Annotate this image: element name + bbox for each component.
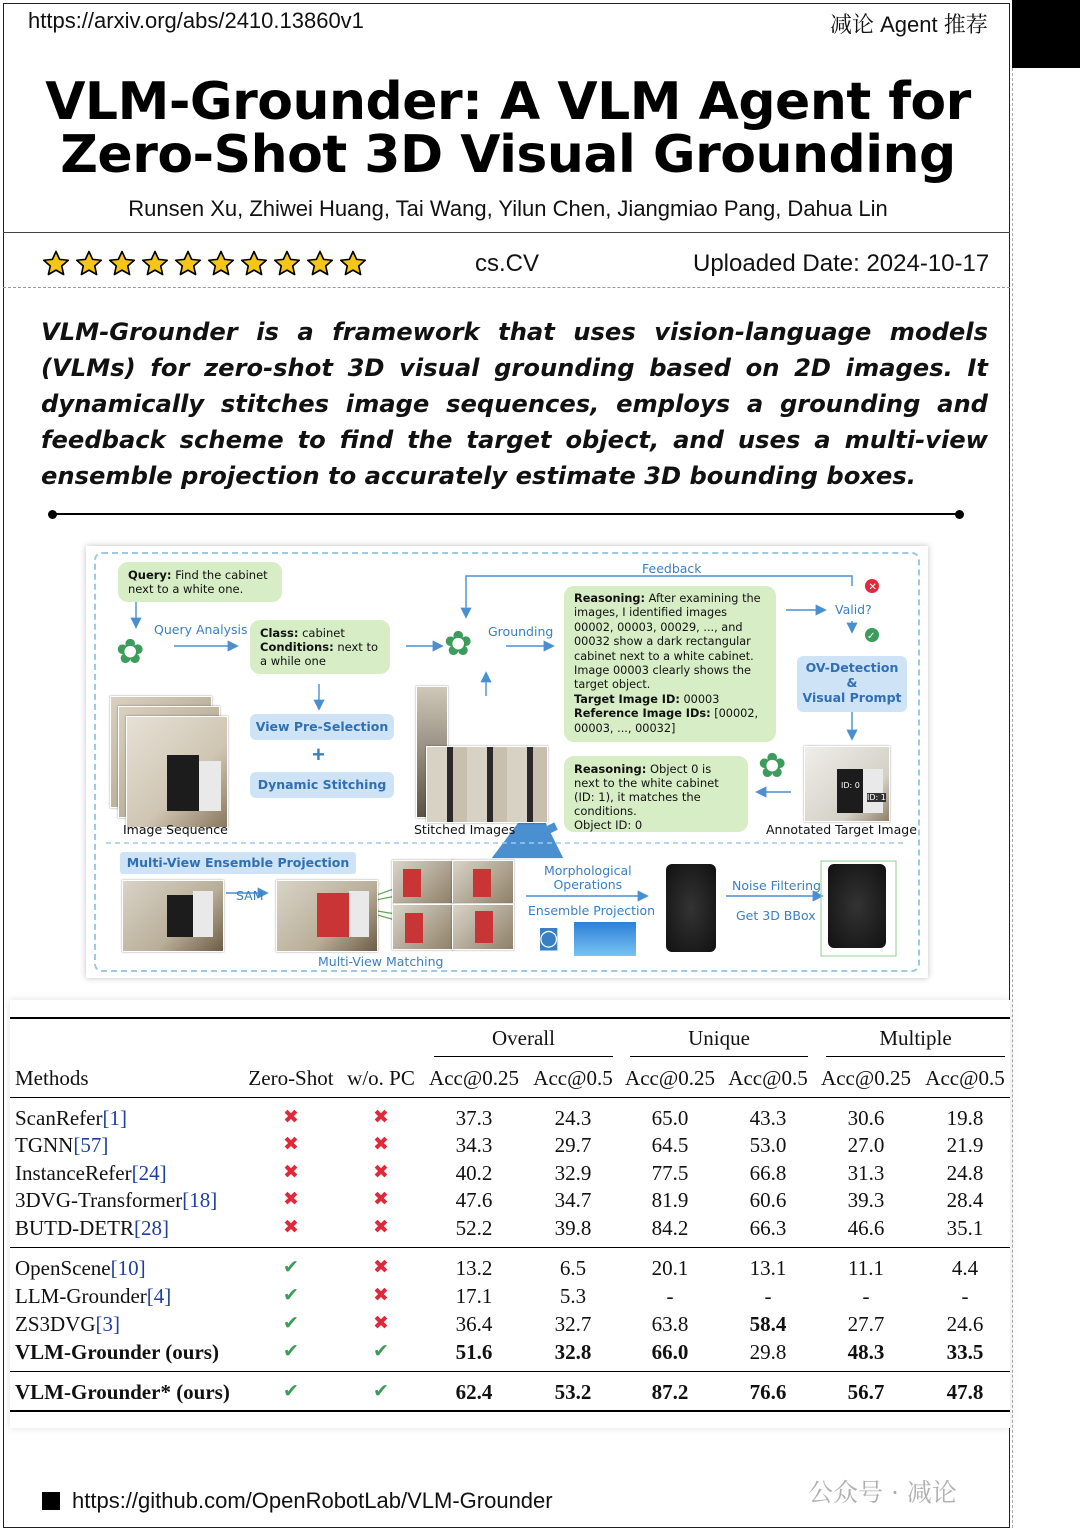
separator [52, 513, 960, 515]
table-cell: 37.3 [455, 1106, 493, 1130]
table-cell: 29.8 [749, 1340, 787, 1364]
image-sequence-caption: Image Sequence [123, 822, 228, 837]
table-group-rule [10, 1371, 1010, 1372]
table-cell: 46.6 [847, 1216, 885, 1240]
class-bubble: Class: cabinet Conditions: next to a while one [250, 620, 390, 674]
matched-view [392, 860, 454, 904]
table-cell: 17.1 [455, 1284, 493, 1308]
star-icon [304, 249, 336, 279]
black-cabinet [167, 755, 199, 811]
noise-filtering-label: Noise Filtering [732, 878, 821, 893]
table-cell: 11.1 [848, 1256, 884, 1280]
matched-view [452, 860, 514, 904]
check-icon: ✔ [373, 1340, 389, 1362]
method-name: ScanRefer[1] [15, 1106, 127, 1130]
annotated-target-caption: Annotated Target Image [766, 822, 917, 837]
svg-text:✕: ✕ [868, 582, 877, 593]
table-cell: 4.4 [951, 1256, 979, 1280]
star-icon [40, 249, 72, 279]
white-cabinet [863, 769, 883, 813]
star-icon [271, 249, 303, 279]
summary: VLM-Grounder is a framework that uses vision-language models (VLMs) for zero-shot 3D visual grounding based on 2D images. It dynamically stitches image sequences, employs a grounding and feedback scheme to find the target object, and uses a multi-view ensemble projection to accurately estimate 3D bounding boxes. [41, 318, 988, 490]
sam-input-image [122, 880, 224, 952]
masked-cabinet [405, 913, 423, 943]
table-cell: 81.9 [651, 1188, 689, 1212]
table-cell: 28.4 [946, 1188, 984, 1212]
table-cell: 27.0 [847, 1133, 885, 1157]
table-cell: 19.8 [946, 1106, 984, 1130]
recommender-label: 减论 Agent 推荐 [830, 12, 988, 37]
method-name: OpenScene[10] [15, 1256, 146, 1280]
star-icon [106, 249, 138, 279]
table-cell: 63.8 [651, 1312, 689, 1336]
table-cell: 65.0 [651, 1106, 689, 1130]
star-icon [73, 249, 105, 279]
query-analysis-label: Query Analysis [154, 622, 248, 637]
category: cs.CV [475, 250, 540, 277]
sam-mask-image [276, 880, 378, 952]
feedback-label: Feedback [642, 561, 702, 576]
cross-icon: ✖ [373, 1161, 389, 1183]
table-cell: 66.0 [651, 1340, 689, 1364]
stitched-images-caption: Stitched Images [414, 822, 516, 837]
table-cell: 51.6 [455, 1340, 493, 1364]
table-bottom-rule [10, 1410, 1010, 1412]
table-cell: 43.3 [749, 1106, 787, 1130]
masked-cabinet [403, 869, 421, 897]
id1-tag: ID: 1 [867, 793, 886, 802]
cross-icon: ✖ [373, 1216, 389, 1238]
authors: Runsen Xu, Zhiwei Huang, Tai Wang, Yilun Chen, Jiangmiao Pang, Dahua Lin [128, 196, 888, 221]
group-header: Overall [492, 1026, 555, 1050]
group-underline [434, 1056, 613, 1057]
column-header: Acc@0.25 [821, 1066, 911, 1090]
table-cell: 31.3 [847, 1161, 885, 1185]
table-cell: - [764, 1284, 772, 1308]
column-header: Acc@0.25 [429, 1066, 519, 1090]
cross-icon: ✖ [283, 1106, 299, 1128]
github-link[interactable] [42, 1488, 553, 1514]
table-cell: 66.8 [749, 1161, 787, 1185]
table-cell: 60.6 [749, 1188, 787, 1212]
cross-icon: ✖ [373, 1284, 389, 1306]
column-header: Acc@0.25 [625, 1066, 715, 1090]
table-cell: 58.4 [749, 1312, 787, 1336]
dynamic-stitching-box: Dynamic Stitching [250, 772, 394, 798]
table-cell: 32.9 [554, 1161, 592, 1185]
table-cell: 39.8 [554, 1216, 592, 1240]
github-url[interactable]: https://github.com/OpenRobotLab/VLM-Grounder [72, 1488, 553, 1513]
cross-icon: ✖ [283, 1133, 299, 1155]
table-cell: - [666, 1284, 674, 1308]
table-cell: 52.2 [455, 1216, 493, 1240]
method-figure [86, 546, 928, 978]
cross-icon: ✖ [283, 1216, 299, 1238]
separator-dot [48, 510, 57, 519]
filtered-point-cloud [828, 864, 886, 948]
column-header: Zero-Shot [248, 1066, 334, 1090]
mvep-label: Multi-View Ensemble Projection [120, 852, 356, 874]
point-cloud [666, 864, 716, 952]
black-cabinet [167, 895, 193, 937]
table-cell: 24.8 [946, 1161, 984, 1185]
depth-map [574, 922, 636, 956]
cross-icon: ✖ [373, 1106, 389, 1128]
valid-label: Valid? [835, 602, 872, 617]
table-cell: 77.5 [651, 1161, 689, 1185]
watermark: 公众号 · 减论 [808, 1478, 957, 1507]
method-name: TGNN[57] [15, 1133, 109, 1157]
table-cell: 20.1 [651, 1256, 689, 1280]
view-preselection-box: View Pre-Selection [250, 714, 394, 740]
table-cell: 53.0 [749, 1133, 787, 1157]
grounding-label: Grounding [488, 624, 554, 639]
column-header: Acc@0.5 [533, 1066, 613, 1090]
table-cell: 40.2 [455, 1161, 493, 1185]
bullet-square [42, 1492, 60, 1510]
table-cell: 32.8 [554, 1340, 592, 1364]
check-icon: ✔ [283, 1380, 299, 1402]
black-cabinet [837, 769, 863, 813]
method-name: BUTD-DETR[28] [15, 1216, 169, 1240]
gpt-icon: ✿ [758, 746, 787, 786]
paper-title [40, 72, 976, 185]
method-name: VLM-Grounder (ours) [15, 1340, 219, 1364]
table-cell: 53.2 [554, 1380, 592, 1404]
column-header: Acc@0.5 [925, 1066, 1005, 1090]
corner-tab [1012, 0, 1080, 68]
annotated-target-image [804, 746, 890, 822]
table-cell: 39.3 [847, 1188, 885, 1212]
star-icon [172, 249, 204, 279]
method-name: VLM-Grounder* (ours) [15, 1380, 230, 1404]
upload-date: Uploaded Date: 2024-10-17 [693, 250, 990, 277]
rating-stars [40, 249, 369, 279]
check-icon: ✔ [283, 1312, 299, 1334]
column-header: w/o. PC [347, 1066, 415, 1090]
cross-icon: ✖ [283, 1188, 299, 1210]
check-icon: ✔ [373, 1380, 389, 1402]
table-cell: 21.9 [946, 1133, 984, 1157]
table-cell: 33.5 [946, 1340, 984, 1364]
table-cell: 30.6 [847, 1106, 885, 1130]
gpt-icon: ✿ [444, 624, 473, 664]
table-cell: 27.7 [847, 1312, 885, 1336]
table-cell: 47.8 [946, 1380, 984, 1404]
cross-icon: ✖ [373, 1312, 389, 1334]
table-cell: 24.6 [946, 1312, 984, 1336]
right-margin [1012, 68, 1069, 1528]
table-cell: 66.3 [749, 1216, 787, 1240]
query-bubble: Query: Find the cabinet next to a white one. [118, 562, 282, 602]
cross-icon: ✖ [283, 1161, 299, 1183]
table-cell: 48.3 [847, 1340, 885, 1364]
title-line-1: VLM-Grounder: A VLM Agent for [45, 72, 971, 132]
group-underline [826, 1056, 1005, 1057]
image-sequence-frame [126, 716, 228, 828]
star-icon [139, 249, 171, 279]
white-cabinet [199, 761, 221, 811]
table-cell: 76.6 [749, 1380, 787, 1404]
camera-icon: ◙ [538, 926, 560, 951]
masked-cabinet [475, 911, 493, 943]
get-3d-bbox-label: Get 3D BBox [736, 908, 816, 923]
table-cell: 34.7 [554, 1188, 592, 1212]
object-reasoning-bubble: Reasoning: Object 0 is next to the white cabinet (ID: 1), it matches the conditions. Object ID: 0 [564, 756, 748, 832]
matched-view [392, 904, 454, 950]
table-header-rule [10, 1097, 1010, 1098]
morphological-ops-label: Morphological Operations [544, 863, 632, 892]
group-underline [630, 1056, 808, 1057]
method-name: LLM-Grounder[4] [15, 1284, 172, 1308]
multi-view-matching-label: Multi-View Matching [318, 954, 444, 969]
table-cell: 13.1 [749, 1256, 787, 1280]
method-name: InstanceRefer[24] [15, 1161, 167, 1185]
table-cell: 13.2 [455, 1256, 493, 1280]
plus-icon: + [312, 742, 325, 767]
cross-icon: ✖ [373, 1133, 389, 1155]
method-name: ZS3DVG[3] [15, 1312, 121, 1336]
ensemble-projection-label: Ensemble Projection [528, 903, 656, 918]
table-cell: 36.4 [455, 1312, 493, 1336]
matched-view [452, 904, 514, 950]
gpt-icon: ✿ [116, 632, 145, 672]
column-header: Methods [15, 1066, 89, 1090]
table-cell: 35.1 [946, 1216, 984, 1240]
table-cell: 84.2 [651, 1216, 689, 1240]
group-header: Multiple [879, 1026, 952, 1050]
table-cell: - [961, 1284, 969, 1308]
star-icon [238, 249, 270, 279]
table-cell: 6.5 [559, 1256, 587, 1280]
svg-text:✓: ✓ [867, 631, 876, 642]
table-group-rule [10, 1247, 1010, 1248]
group-header: Unique [688, 1026, 750, 1050]
table-cell: 64.5 [651, 1133, 689, 1157]
table-cell: - [862, 1284, 870, 1308]
table-cell: 56.7 [847, 1380, 885, 1404]
masked-cabinet [473, 869, 491, 897]
title-line-2: Zero-Shot 3D Visual Grounding [60, 125, 956, 185]
stitched-image [426, 746, 548, 823]
reasoning-bubble: Reasoning: After examining the images, I identified images 00002, 00003, 00029, ..., and 00032 show a dark rectangular cabinet next to a white cabinet. Image 00003 clearly shows the target object. Target Image ID: 00003 Reference Image IDs: [00002, 00003, ..., 00032] [564, 586, 776, 742]
table-cell: 47.6 [455, 1188, 493, 1212]
check-icon: ✔ [283, 1256, 299, 1278]
results-table [10, 1000, 1010, 1428]
method-name: 3DVG-Transformer[18] [15, 1188, 218, 1212]
table-cell: 5.3 [559, 1284, 587, 1308]
divider [3, 232, 1010, 233]
column-header: Acc@0.5 [728, 1066, 808, 1090]
ov-detection-box: OV-Detection & Visual Prompt [797, 656, 907, 712]
star-icon [205, 249, 237, 279]
table-cell: 29.7 [554, 1133, 592, 1157]
arxiv-url[interactable]: https://arxiv.org/abs/2410.13860v1 [28, 8, 364, 33]
id0-tag: ID: 0 [841, 781, 860, 790]
star-icon [337, 249, 369, 279]
separator-dot [955, 510, 964, 519]
table-top-rule [10, 1017, 1010, 1019]
table-cell: 32.7 [554, 1312, 592, 1336]
white-cabinet [349, 891, 369, 937]
table-cell: 62.4 [455, 1380, 493, 1404]
table-cell: 34.3 [455, 1133, 493, 1157]
table-body [10, 1000, 1010, 1428]
sam-label: SAM [236, 888, 264, 903]
masked-cabinet [317, 893, 349, 937]
white-cabinet [193, 891, 213, 937]
divider [3, 287, 1010, 288]
check-icon: ✔ [283, 1284, 299, 1306]
table-cell: 87.2 [651, 1380, 689, 1404]
cross-icon: ✖ [373, 1188, 389, 1210]
cross-icon: ✖ [373, 1256, 389, 1278]
table-cell: 24.3 [554, 1106, 592, 1130]
check-icon: ✔ [283, 1340, 299, 1362]
